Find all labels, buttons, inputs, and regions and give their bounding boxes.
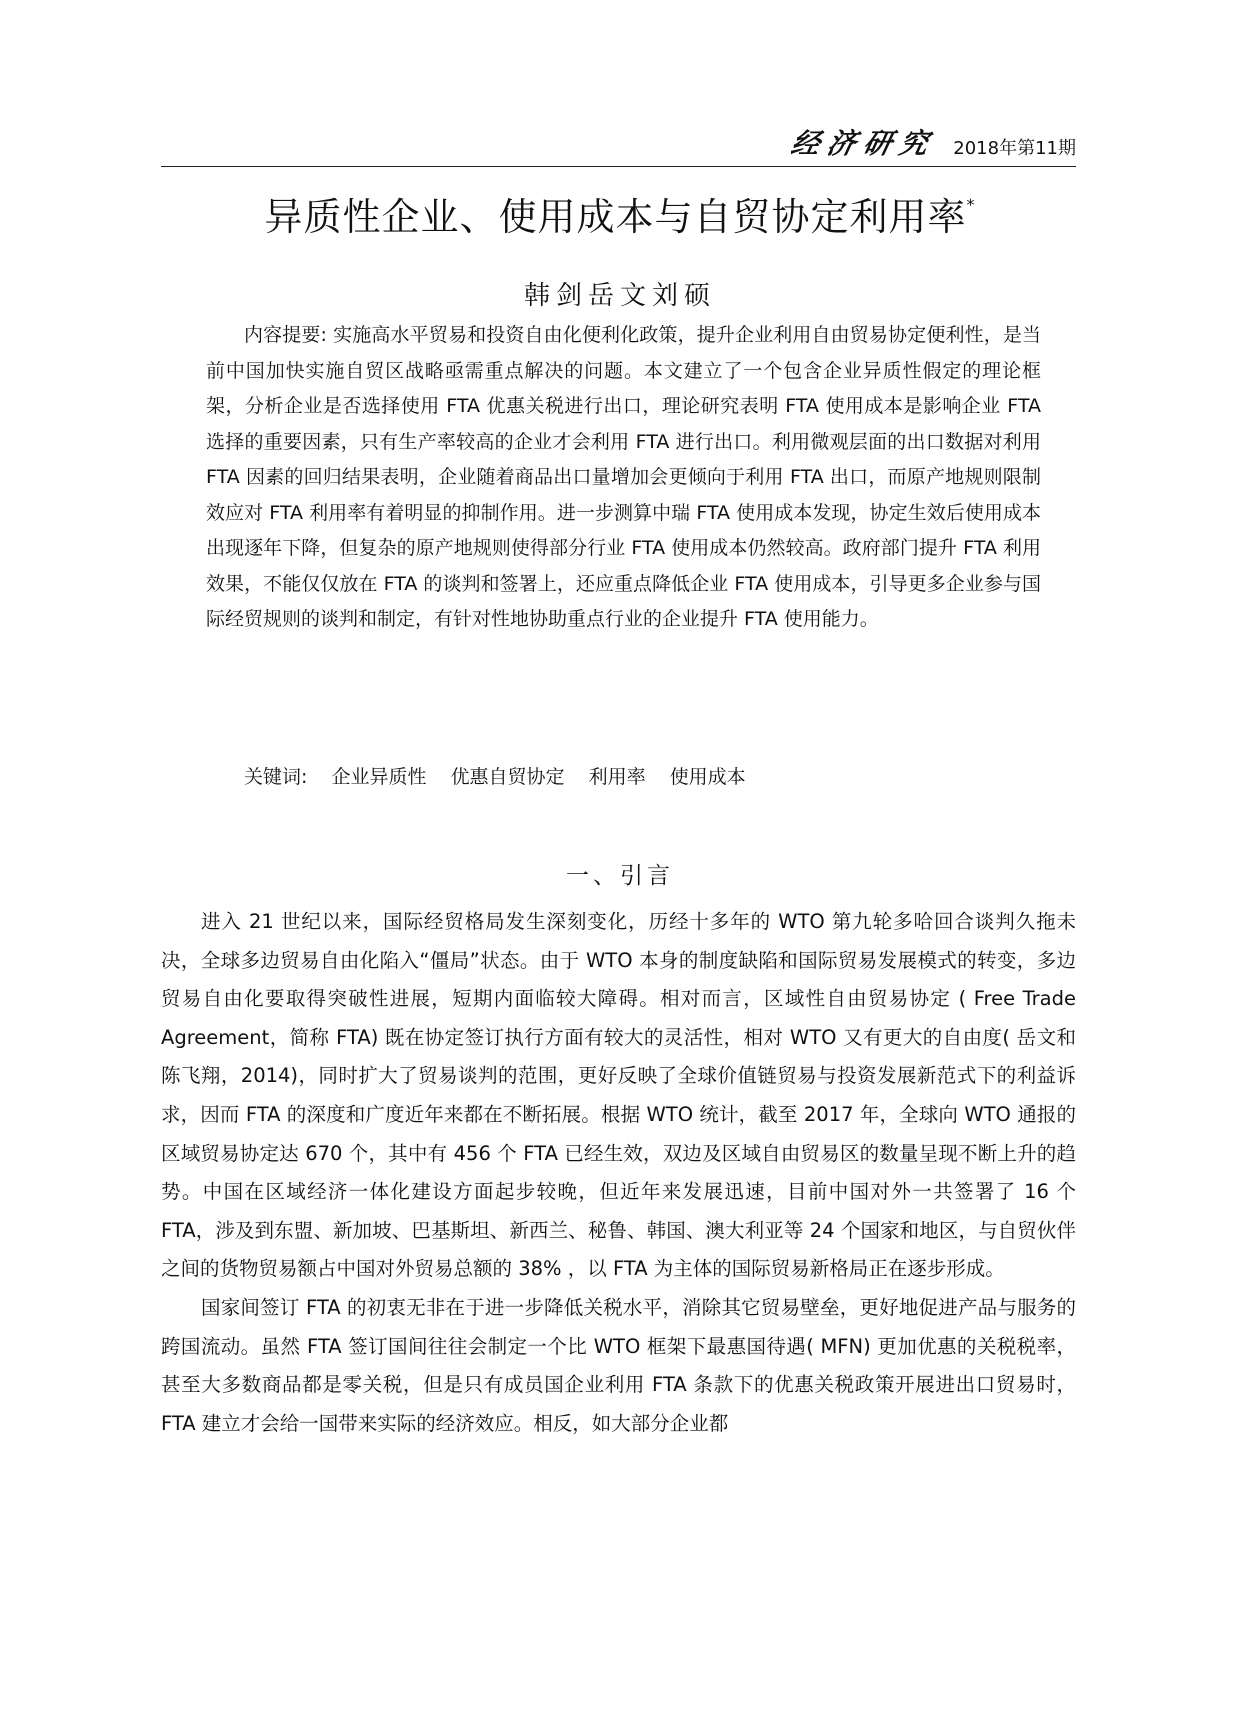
body-text — [161, 903, 1076, 1443]
keyword-item: 利用率 — [588, 766, 646, 788]
abstract-text: 实施高水平贸易和投资自由化便利化政策，提升企业利用自由贸易协定便利性，是当前中国加快实施自贸区战略亟需重点解决的问题。本文建立了一个包含企业异质性假定的理论框架，分析企业是否选择使用 FTA 优惠关税进行出口，理论研究表明 FTA 使用成本是影响企业 FTA 选择的重要因素，只有生产率较高的企业才会利用 FTA 进行出口。利用微观层面的出口数据对利用 FTA 因素的回归结果表明，企业随着商品出口量增加会更倾向于利用 FTA 出口，而原产地规则限制效应对 FTA 利用率有着明显的抑制作用。进一步测算中瑞 FTA 使用成本发现，协定生效后使用成本出现逐年下降，但复杂的原产地规则使得部分行业 FTA 使用成本仍然较高。政府部门提升 FTA 利用效果，不能仅仅放在 FTA 的谈判和签署上，还应重点降低企业 FTA 使用成本，引导更多企业参与国际经贸规则的谈判和制定，有针对性地协助重点行业的企业提升 FTA 使用能力。 — [206, 324, 1041, 630]
title-footnote-mark: * — [966, 195, 976, 215]
issue-label: 2018年第11期 — [953, 138, 1076, 159]
abstract-label: 内容提要: — [244, 324, 327, 346]
keywords-label: 关键词: — [244, 766, 308, 788]
article-title-text: 异质性企业、使用成本与自贸协定利用率 — [264, 195, 967, 239]
author-list: 韩剑岳文刘硕 — [523, 281, 716, 311]
keyword-item: 企业异质性 — [331, 766, 427, 788]
keyword-item: 优惠自贸协定 — [450, 766, 565, 788]
section-heading: 一、引言 — [566, 863, 674, 889]
body-paragraph: 进入 21 世纪以来，国际经贸格局发生深刻变化，历经十多年的 WTO 第九轮多哈回合谈判久拖未决，全球多边贸易自由化陷入“僵局”状态。由于 WTO 本身的制度缺陷和国际贸易发展模式的转变，多边贸易自由化要取得突破性进展，短期内面临较大障碍。相对而言，区域性自由贸易协定 ( Free Trade Agreement，简称 FTA) 既在协定签订执行方面有较大的灵活性，相对 WTO 又有更大的自由度( 岳文和陈飞翔，2014)，同时扩大了贸易谈判的范围，更好反映了全球价值链贸易与投资发展新范式下的利益诉求，因而 FTA 的深度和广度近年来都在不断拓展。根据 WTO 统计，截至 2017 年，全球向 WTO 通报的区域贸易协定达 670 个，其中有 456 个 FTA 已经生效，双边及区域自由贸易区的数量呈现不断上升的趋势。中国在区域经济一体化建设方面起步较晚，但近年来发展迅速，目前中国对外一共签署了 16 个 FTA，涉及到东盟、新加坡、巴基斯坦、新西兰、秘鲁、韩国、澳大利亚等 24 个国家和地区，与自贸伙伴之间的货物贸易额占中国对外贸易总额的 38% ，以 FTA 为主体的国际贸易新格局正在逐步形成。 — [161, 910, 1076, 1281]
keywords — [206, 760, 1041, 795]
body-paragraph: 国家间签订 FTA 的初衷无非在于进一步降低关税水平，消除其它贸易壁垒，更好地促进产品与服务的跨国流动。虽然 FTA 签订国间往往会制定一个比 WTO 框架下最惠国待遇( MFN) 更加优惠的关税税率，甚至大多数商品都是零关税，但是只有成员国企业利用 FTA 条款下的优惠关税政策开展进出口贸易时，FTA 建立才会给一国带来实际的经济效应。相反，如大部分企业都 — [161, 1295, 1076, 1435]
keyword-item: 使用成本 — [669, 766, 746, 788]
running-header — [161, 126, 1076, 167]
abstract — [206, 318, 1041, 638]
journal-logo: 经济研究 — [788, 127, 940, 160]
article-title — [0, 186, 1240, 241]
